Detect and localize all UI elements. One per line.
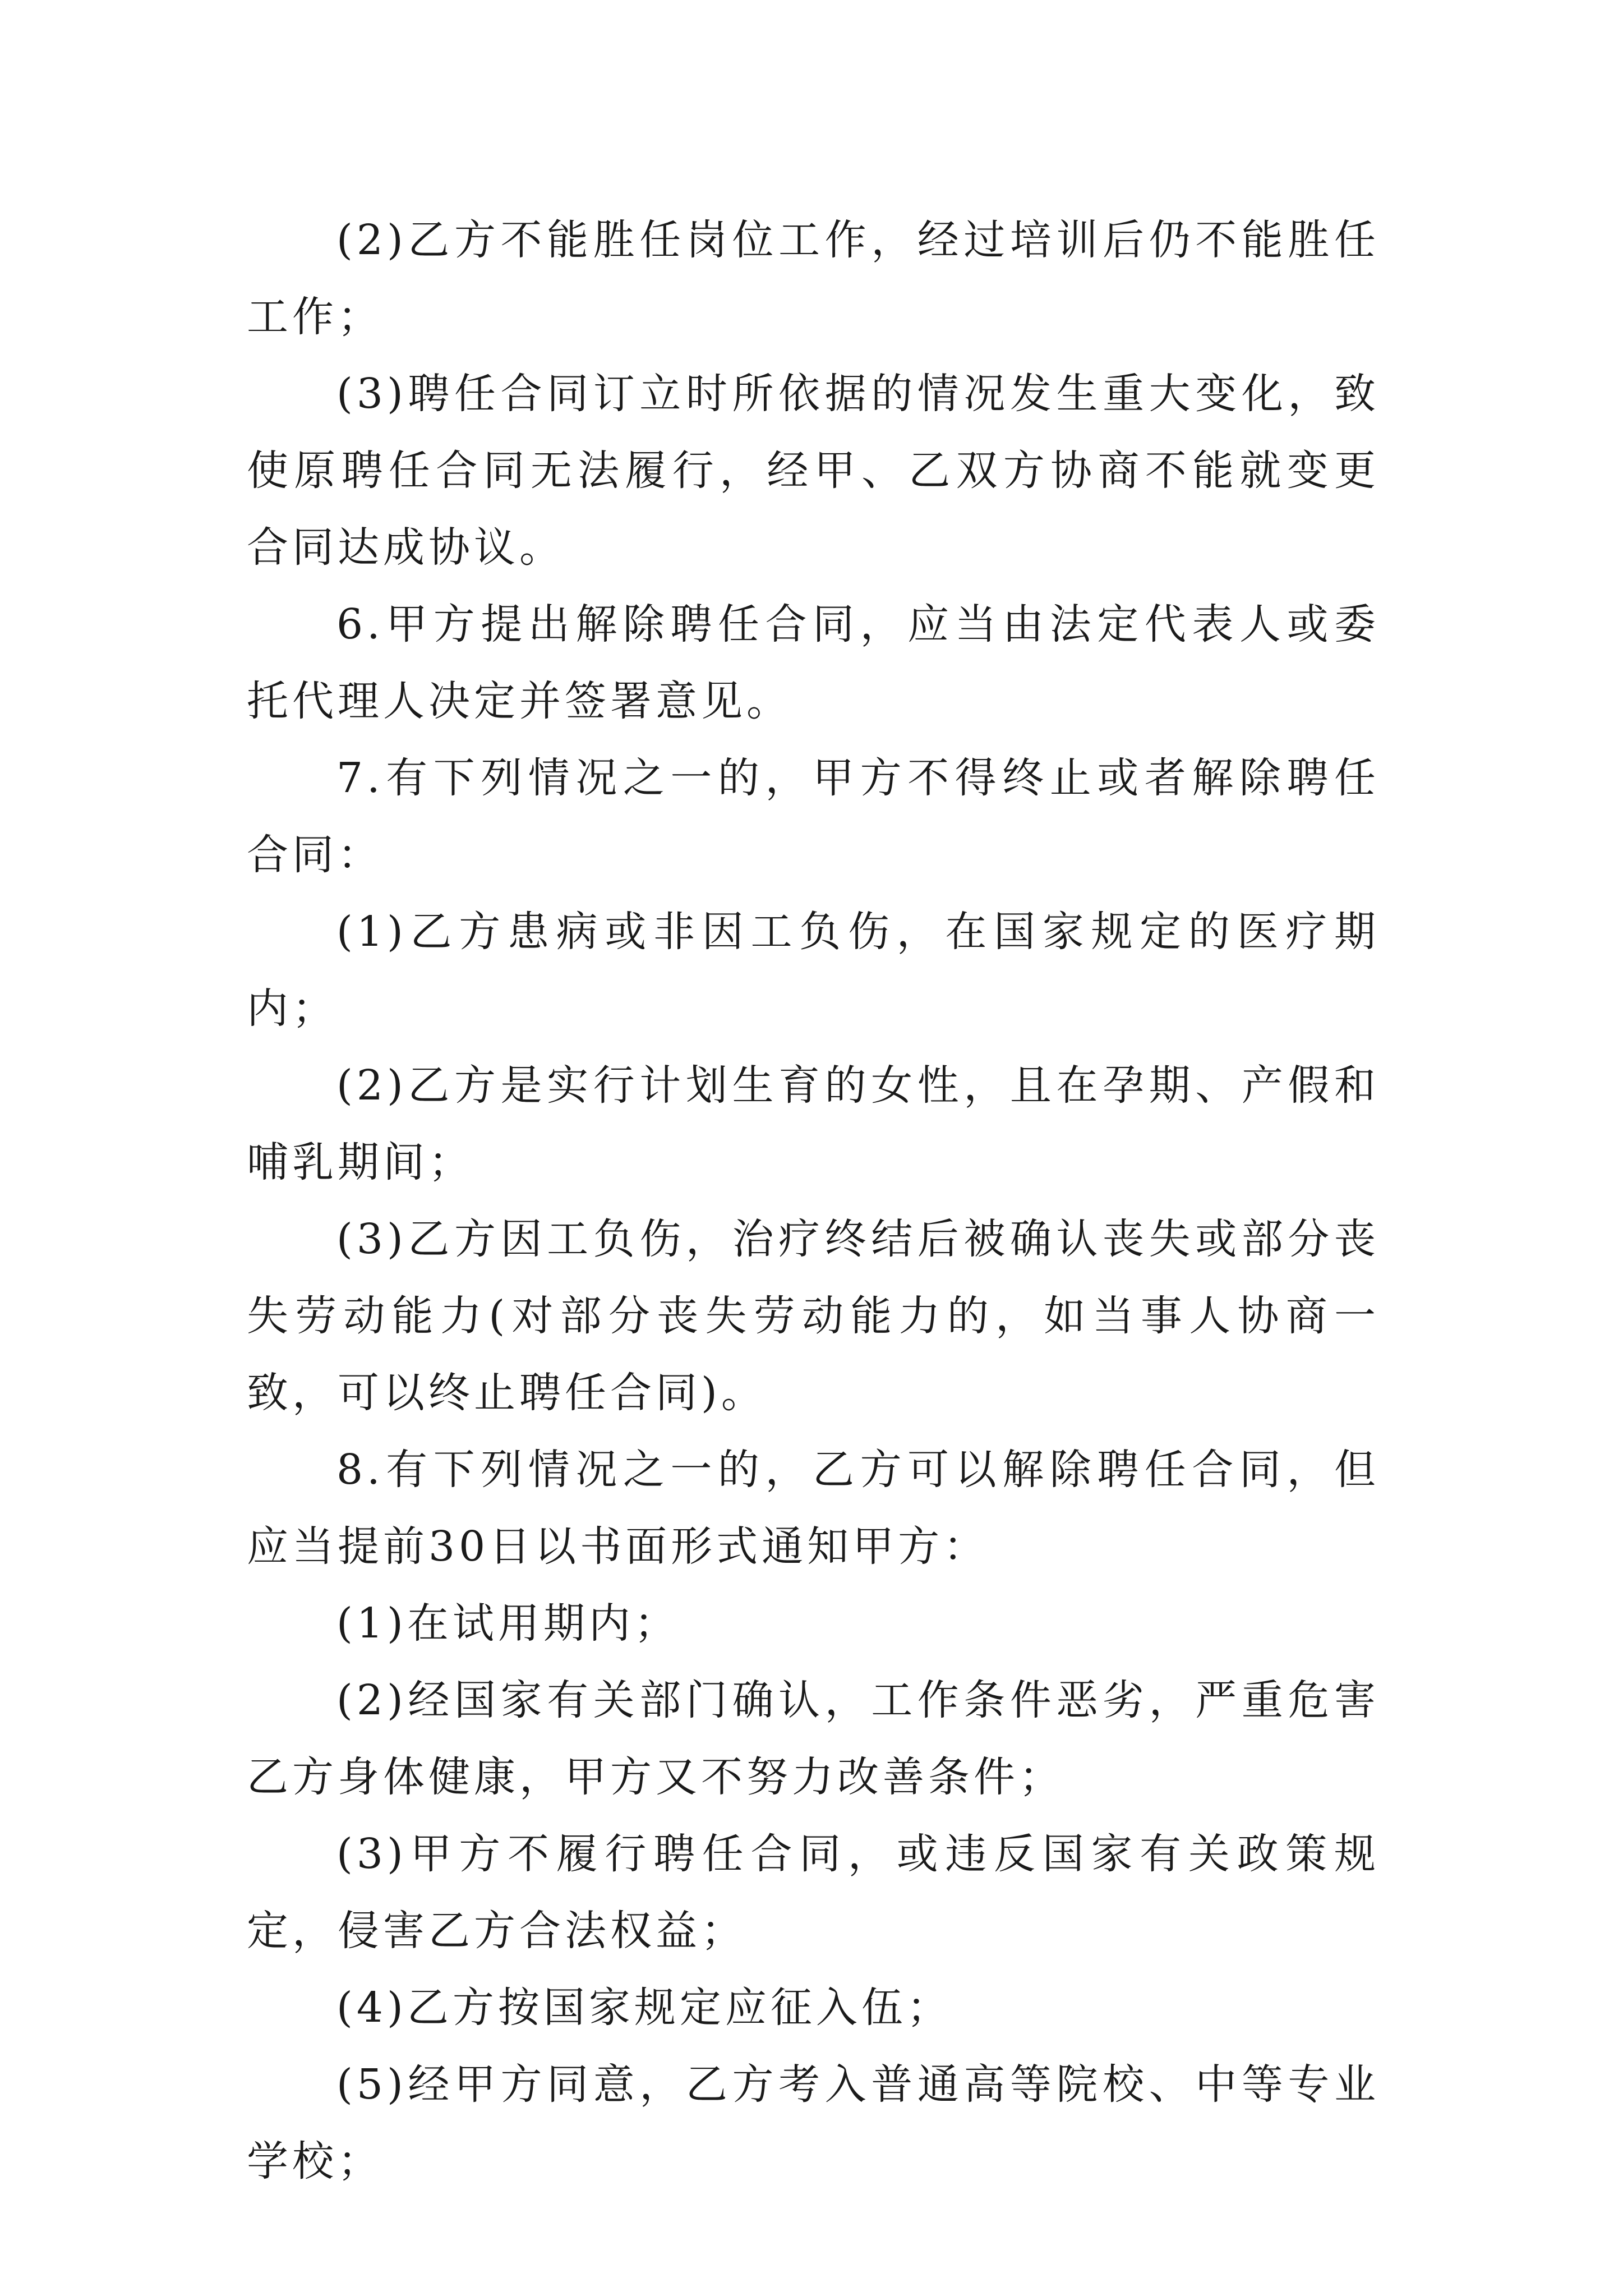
- paragraph-7-1-illness: (1)乙方患病或非因工负伤，在国家规定的医疗期内；: [247, 908, 1380, 1033]
- paragraph-8-1-probation: (1)在试用期内；: [336, 1599, 680, 1648]
- paragraph-8-2-working-conditions: (2)经国家有关部门确认，工作条件恶劣，严重危害乙方身体健康，甲方又不努力改善条件；: [247, 1676, 1380, 1801]
- paragraph-8-heading: 8.有下列情况之一的，乙方可以解除聘任合同，但应当提前30日以书面形式通知甲方：: [247, 1446, 1380, 1571]
- paragraph-8-5-education: (5)经甲方同意，乙方考入普通高等院校、中等专业学校；: [247, 2060, 1380, 2185]
- paragraph-6-termination-approval: 6.甲方提出解除聘任合同，应当由法定代表人或委托代理人决定并签署意见。: [247, 600, 1380, 725]
- paragraph-2-incompetent: (2)乙方不能胜任岗位工作，经过培训后仍不能胜任工作；: [247, 216, 1380, 341]
- paragraph-7-2-maternity: (2)乙方是实行计划生育的女性，且在孕期、产假和哺乳期间；: [247, 1061, 1380, 1186]
- paragraph-7-3-work-injury: (3)乙方因工负伤，治疗终结后被确认丧失或部分丧失劳动能力(对部分丧失劳动能力的，如当事人协商一致，可以终止聘任合同)。: [247, 1215, 1380, 1417]
- paragraph-7-heading: 7.有下列情况之一的，甲方不得终止或者解除聘任合同：: [247, 754, 1380, 879]
- paragraph-3-circumstance-change: (3)聘任合同订立时所依据的情况发生重大变化，致使原聘任合同无法履行，经甲、乙双方协商不能就变更合同达成协议。: [247, 370, 1380, 572]
- paragraph-8-4-military: (4)乙方按国家规定应征入伍；: [336, 1984, 952, 2032]
- document-body: [247, 202, 1380, 2200]
- paragraph-8-3-breach: (3)甲方不履行聘任合同，或违反国家有关政策规定，侵害乙方合法权益；: [247, 1830, 1380, 1955]
